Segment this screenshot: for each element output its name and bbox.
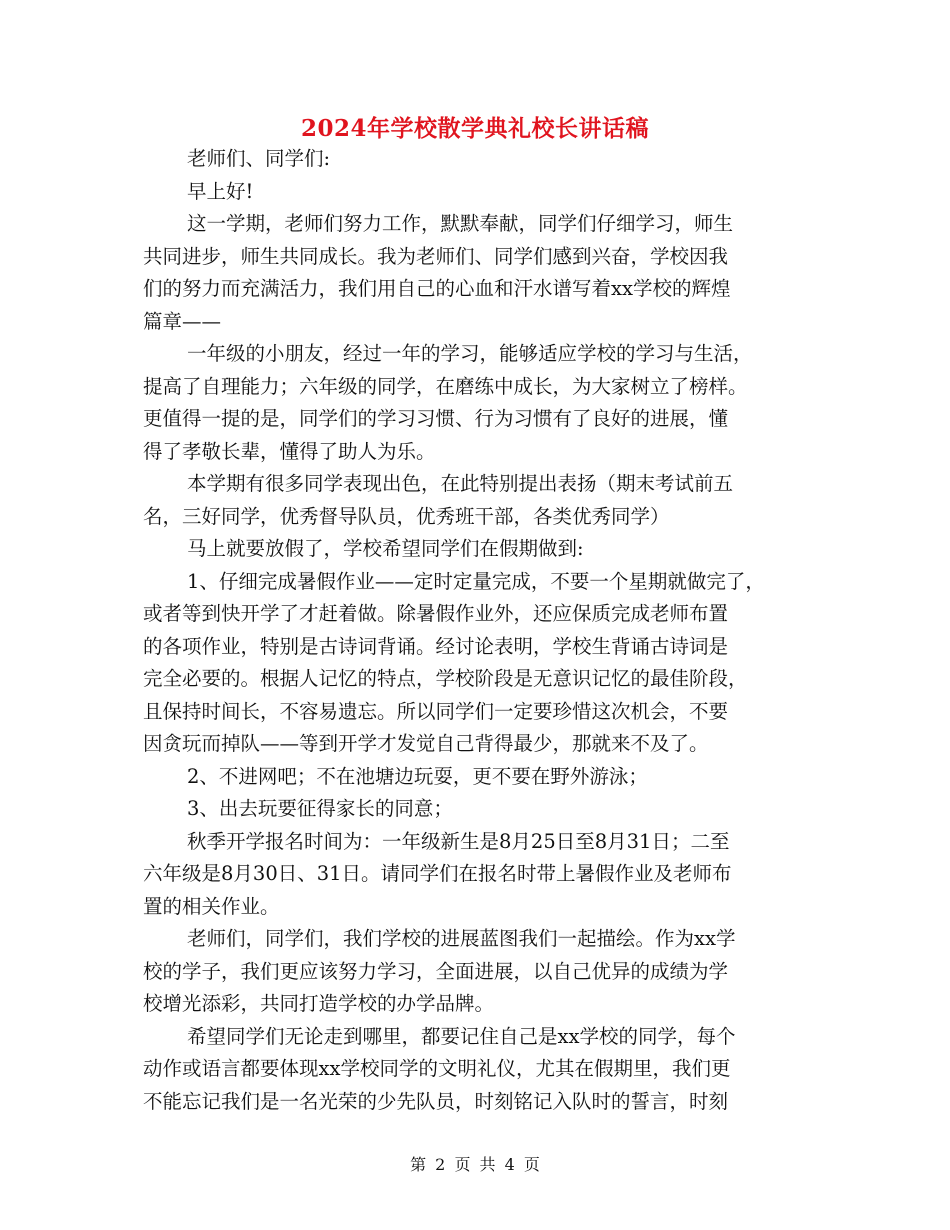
text-line: 校增光添彩，共同打造学校的办学品牌。 (143, 992, 495, 1015)
text-line: 置的相关作业。 (143, 894, 280, 918)
text-line: 得了孝敬长辈，懂得了助人为乐。 (143, 439, 436, 463)
text-line: 这一学期，老师们努力工作，默默奉献，同学们仔细学习，师生 (187, 212, 734, 235)
text-line: 六年级是8月30日、31日。请同学们在报名时带上暑假作业及老师布 (143, 862, 732, 885)
page-footer: 第 2 页 共 4 页 (410, 1155, 540, 1174)
text-line: 完全必要的。根据人记忆的特点，学校阶段是无意识记忆的最佳阶段， (143, 667, 748, 690)
text-line: 篇章—— (143, 309, 222, 333)
text-line: 名，三好同学，优秀督导队员，优秀班干部，各类优秀同学） (143, 504, 670, 528)
text-line: 或者等到快开学了才赶着做。除暑假作业外，还应保质完成老师布置 (143, 602, 729, 625)
text-line: 共同进步，师生共同成长。我为老师们、同学们感到兴奋，学校因我 (143, 244, 729, 268)
text-line: 且保持时间长，不容易遗忘。所以同学们一定要珍惜这次机会，不要 (143, 699, 729, 723)
text-line: 2、不进网吧；不在池塘边玩耍，更不要在野外游泳； (187, 764, 648, 788)
text-line: 们的努力而充满活力，我们用自己的心血和汗水谱写着xx学校的辉煌 (143, 277, 731, 300)
text-line: 提高了自理能力；六年级的同学，在磨练中成长，为大家树立了榜样。 (143, 374, 748, 398)
text-line: 校的学子，我们更应该努力学习，全面进展，以自己优异的成绩为学 (143, 959, 729, 983)
text-line: 老师们、同学们: (187, 147, 331, 170)
text-line: 一年级的小朋友，经过一年的学习，能够适应学校的学习与生活， (187, 342, 753, 365)
text-line: 秋季开学报名时间为：一年级新生是8月25日至8月31日；二至 (187, 829, 730, 853)
text-line: 3、出去玩要征得家长的同意； (187, 797, 453, 820)
text-line: 因贪玩而掉队——等到开学才发觉自己背得最少，那就来不及了。 (143, 732, 709, 755)
text-line: 1、仔细完成暑假作业——定时定量完成，不要一个星期就做完了， (187, 569, 765, 593)
text-line: 动作或语言都要体现xx学校同学的文明礼仪，尤其在假期里，我们更 (143, 1057, 731, 1080)
text-line: 希望同学们无论走到哪里，都要记住自己是xx学校的同学，每个 (187, 1024, 736, 1048)
text-line: 本学期有很多同学表现出色，在此特别提出表扬（期末考试前五 (187, 472, 734, 495)
text-line: 更值得一提的是，同学们的学习习惯、行为习惯有了良好的进展，懂 (143, 407, 729, 430)
document-title: 2024年学校散学典礼校长讲话稿 (300, 115, 649, 142)
text-line: 的各项作业，特别是古诗词背诵。经讨论表明，学校生背诵古诗词是 (143, 634, 729, 658)
text-line: 早上好! (187, 179, 254, 203)
document-body (143, 143, 815, 1118)
text-line: 不能忘记我们是一名光荣的少先队员，时刻铭记入队时的誓言，时刻 (143, 1089, 729, 1113)
text-line: 老师们，同学们，我们学校的进展蓝图我们一起描绘。作为xx学 (187, 927, 736, 950)
text-line: 马上就要放假了，学校希望同学们在假期做到: (187, 537, 584, 560)
